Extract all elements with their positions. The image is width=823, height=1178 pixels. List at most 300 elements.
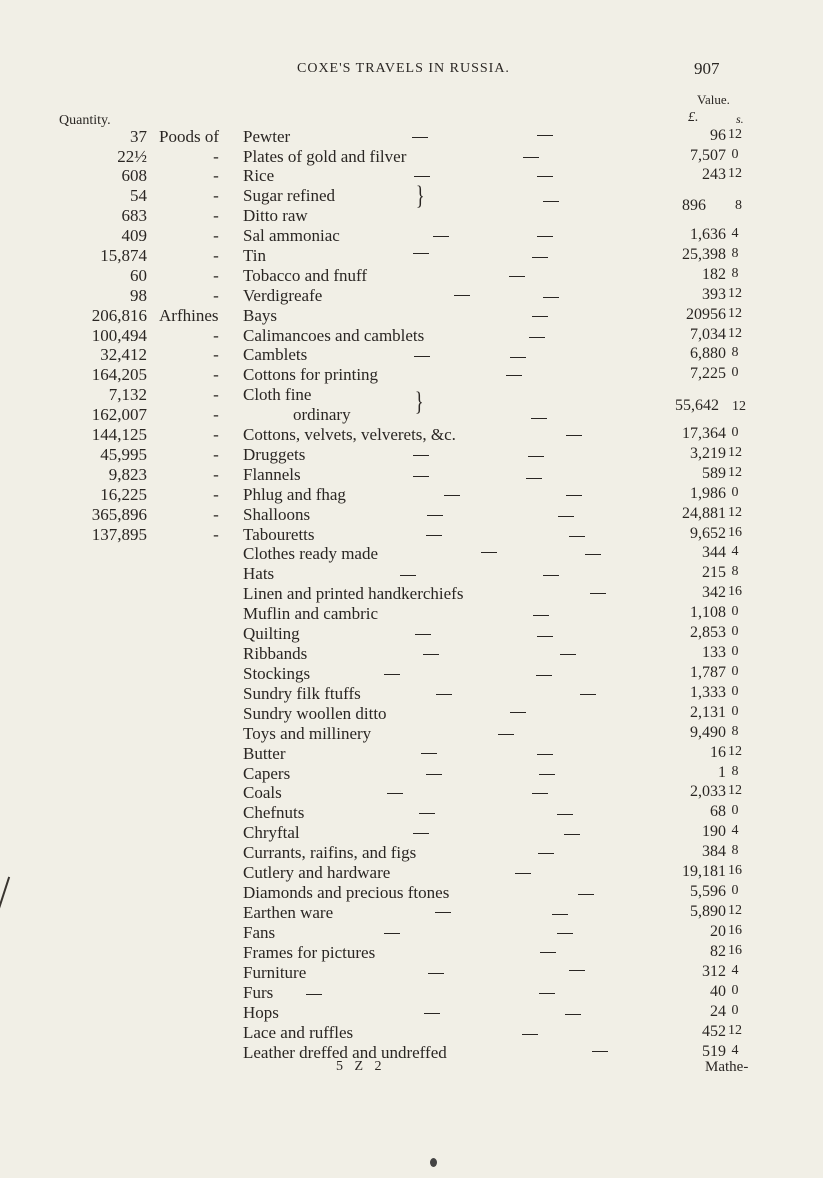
pounds-column-heading: £. <box>688 110 699 125</box>
item-cell: Frames for pictures <box>243 943 376 962</box>
pounds-cell: 7,507 <box>690 147 726 164</box>
group-total-pounds: 55,642 <box>675 397 719 414</box>
item-cell: Lace and ruffles <box>243 1023 354 1042</box>
leader-dash <box>421 753 437 754</box>
item-cell: Phlug and fhag <box>243 485 346 504</box>
table-row <box>0 544 823 564</box>
shillings-cell: 0 <box>731 425 739 440</box>
shillings-cell: 8 <box>731 724 739 739</box>
leader-dash <box>536 675 552 676</box>
item-cell: Capers <box>243 764 291 783</box>
shillings-cell: 0 <box>731 664 739 679</box>
shillings-cell: 12 <box>728 1023 742 1038</box>
leader-dash <box>592 1051 608 1052</box>
unit-cell: - <box>213 206 219 225</box>
item-cell: Currants, raifins, and figs <box>243 843 417 862</box>
pounds-cell: 215 <box>702 564 726 581</box>
quantity-cell: 608 <box>121 166 147 185</box>
leader-dash <box>414 176 430 177</box>
table-row <box>0 943 823 963</box>
unit-cell: - <box>213 186 219 205</box>
unit-cell: - <box>213 385 219 404</box>
unit-cell: - <box>213 286 219 305</box>
leader-dash <box>537 236 553 237</box>
leader-dash <box>585 554 601 555</box>
unit-cell: - <box>213 465 219 484</box>
pounds-cell: 589 <box>702 465 726 482</box>
table-row <box>0 505 823 525</box>
leader-dash <box>526 478 542 479</box>
table-row <box>0 664 823 684</box>
pounds-cell: 344 <box>702 544 726 561</box>
leader-dash <box>427 515 443 516</box>
item-cell: Cottons for printing <box>243 365 379 384</box>
item-cell: Cutlery and hardware <box>243 863 391 882</box>
leader-dash <box>384 674 400 675</box>
leader-dash <box>540 952 556 953</box>
table-row <box>0 147 823 167</box>
pounds-cell: 1 <box>718 764 726 781</box>
table-row <box>0 803 823 823</box>
leader-dash <box>539 774 555 775</box>
pounds-cell: 25,398 <box>682 246 726 263</box>
pounds-cell: 16 <box>710 744 726 761</box>
unit-cell: - <box>213 246 219 265</box>
leader-dash <box>566 495 582 496</box>
pounds-cell: 1,636 <box>690 226 726 243</box>
leader-dash <box>413 253 429 254</box>
shillings-cell: 12 <box>728 326 742 341</box>
shillings-cell: 16 <box>728 525 742 540</box>
pounds-cell: 17,364 <box>682 425 726 442</box>
table-row <box>0 465 823 485</box>
item-cell: Coals <box>243 783 282 802</box>
shillings-cell: 8 <box>731 246 739 261</box>
leader-dash <box>537 176 553 177</box>
item-cell: Cottons, velvets, velverets, &c. <box>243 425 456 444</box>
table-row <box>0 1023 823 1043</box>
shillings-cell: 0 <box>731 1003 739 1018</box>
item-cell: Druggets <box>243 445 306 464</box>
leader-dash <box>557 814 573 815</box>
table-row <box>0 963 823 983</box>
item-cell: Clothes ready made <box>243 544 379 563</box>
table-row <box>0 843 823 863</box>
leader-dash <box>539 993 555 994</box>
signature-mark: 5 Z 2 <box>336 1059 386 1074</box>
pounds-cell: 7,225 <box>690 365 726 382</box>
table-row <box>0 326 823 346</box>
table-row <box>0 445 823 465</box>
shillings-cell: 12 <box>728 783 742 798</box>
leader-dash <box>569 536 585 537</box>
quantity-cell: 162,007 <box>91 405 147 424</box>
unit-cell: - <box>213 425 219 444</box>
unit-cell: - <box>213 326 219 345</box>
shillings-cell: 16 <box>728 863 742 878</box>
running-title: COXE'S TRAVELS IN RUSSIA. <box>297 61 510 76</box>
shillings-cell: 0 <box>731 883 739 898</box>
unit-cell: - <box>213 505 219 524</box>
item-cell: Furs <box>243 983 274 1002</box>
table-row <box>0 286 823 306</box>
table-row <box>0 764 823 784</box>
shillings-cell: 0 <box>731 485 739 500</box>
leader-dash <box>510 357 526 358</box>
table-row <box>0 584 823 604</box>
leader-dash <box>481 552 497 553</box>
table-row <box>0 684 823 704</box>
shillings-cell: 12 <box>728 505 742 520</box>
item-cell: Hats <box>243 564 275 583</box>
table-row <box>0 724 823 744</box>
pounds-cell: 393 <box>702 286 726 303</box>
leader-dash <box>558 516 574 517</box>
leader-dash <box>578 894 594 895</box>
pounds-cell: 1,108 <box>690 604 726 621</box>
pounds-cell: 5,596 <box>690 883 726 900</box>
quantity-cell: 137,895 <box>91 525 147 544</box>
leader-dash <box>564 834 580 835</box>
item-cell: Furniture <box>243 963 307 982</box>
pounds-cell: 519 <box>702 1043 726 1060</box>
pounds-cell: 3,219 <box>690 445 726 462</box>
shillings-cell: 4 <box>731 544 739 559</box>
shillings-cell: 4 <box>731 963 739 978</box>
leader-dash <box>533 615 549 616</box>
quantity-cell: 45,995 <box>100 445 147 464</box>
group-total-pounds: 896 <box>682 197 706 214</box>
leader-dash <box>414 356 430 357</box>
unit-cell: - <box>213 365 219 384</box>
table-row <box>0 704 823 724</box>
leader-dash <box>552 914 568 915</box>
table-row <box>0 266 823 286</box>
leader-dash <box>538 853 554 854</box>
leader-dash <box>444 495 460 496</box>
shillings-cell: 16 <box>728 584 742 599</box>
pounds-cell: 312 <box>702 963 726 980</box>
table-row <box>0 365 823 385</box>
pounds-cell: 2,033 <box>690 783 726 800</box>
pounds-cell: 40 <box>710 983 726 1000</box>
table-row <box>0 604 823 624</box>
item-cell: Stockings <box>243 664 311 683</box>
leader-dash <box>306 994 322 995</box>
leader-dash <box>387 793 403 794</box>
shillings-cell: 0 <box>731 147 739 162</box>
leader-dash <box>428 973 444 974</box>
leader-dash <box>565 1014 581 1015</box>
table-row <box>0 883 823 903</box>
quantity-cell: 15,874 <box>100 246 147 265</box>
table-row <box>0 823 823 843</box>
leader-dash <box>506 375 522 376</box>
pounds-cell: 452 <box>702 1023 726 1040</box>
item-cell: Rice <box>243 166 275 185</box>
table-row <box>0 525 823 545</box>
item-cell: Tabouretts <box>243 525 315 544</box>
shillings-cell: 0 <box>731 983 739 998</box>
item-cell: Cloth fine <box>243 385 312 404</box>
table-row <box>0 485 823 505</box>
item-cell: Flannels <box>243 465 301 484</box>
table-row <box>0 903 823 923</box>
leader-dash <box>523 157 539 158</box>
brace-cloth: } <box>414 387 424 416</box>
unit-cell: - <box>213 266 219 285</box>
pounds-cell: 19,181 <box>682 863 726 880</box>
item-cell: Muflin and cambric <box>243 604 379 623</box>
item-cell: Chefnuts <box>243 803 305 822</box>
leader-dash <box>569 970 585 971</box>
leader-dash <box>510 712 526 713</box>
unit-cell: - <box>213 445 219 464</box>
table-row <box>0 1043 823 1063</box>
pounds-cell: 68 <box>710 803 726 820</box>
pounds-cell: 20956 <box>686 306 726 323</box>
item-cell: Calimancoes and camblets <box>243 326 425 345</box>
leader-dash <box>436 694 452 695</box>
page-number: 907 <box>694 59 720 78</box>
pounds-cell: 1,787 <box>690 664 726 681</box>
shillings-cell: 16 <box>728 943 742 958</box>
leader-dash <box>537 754 553 755</box>
leader-dash <box>543 201 559 202</box>
table-row <box>0 744 823 764</box>
shillings-cell: 12 <box>728 286 742 301</box>
leader-dash <box>543 575 559 576</box>
pounds-cell: 1,986 <box>690 485 726 502</box>
item-cell: Leather dreffed and undreffed <box>243 1043 447 1062</box>
group-total-shillings: 8 <box>735 198 742 213</box>
leader-dash <box>426 774 442 775</box>
table-row <box>0 863 823 883</box>
leader-dash <box>400 575 416 576</box>
leader-dash <box>528 456 544 457</box>
leader-dash <box>515 873 531 874</box>
pounds-cell: 182 <box>702 266 726 283</box>
pounds-cell: 133 <box>702 644 726 661</box>
leader-dash <box>532 793 548 794</box>
leader-dash <box>413 833 429 834</box>
table-row <box>0 425 823 445</box>
pounds-cell: 2,131 <box>690 704 726 721</box>
item-cell: Sugar refined <box>243 186 336 205</box>
item-cell: Plates of gold and filver <box>243 147 407 166</box>
shillings-cell: 12 <box>728 744 742 759</box>
pounds-cell: 24,881 <box>682 505 726 522</box>
table-row <box>0 783 823 803</box>
shillings-cell: 4 <box>731 1043 739 1058</box>
shillings-cell: 0 <box>731 644 739 659</box>
value-column-heading: Value. <box>697 92 730 107</box>
table-row <box>0 923 823 943</box>
table-row <box>0 345 823 365</box>
pounds-cell: 2,853 <box>690 624 726 641</box>
item-cell: Linen and printed handkerchiefs <box>243 584 464 603</box>
item-cell: Butter <box>243 744 286 763</box>
quantity-cell: 16,225 <box>100 485 147 504</box>
leader-dash <box>590 593 606 594</box>
pounds-cell: 1,333 <box>690 684 726 701</box>
unit-cell: - <box>213 147 219 166</box>
table-row <box>0 226 823 246</box>
quantity-cell: 365,896 <box>91 505 147 524</box>
shillings-cell: 8 <box>731 764 739 779</box>
shillings-cell: 12 <box>728 306 742 321</box>
unit-cell: - <box>213 226 219 245</box>
table-row <box>0 644 823 664</box>
shillings-cell: 0 <box>731 684 739 699</box>
shillings-cell: 0 <box>731 624 739 639</box>
leader-dash <box>537 636 553 637</box>
unit-cell: - <box>213 345 219 364</box>
quantity-cell: 32,412 <box>100 345 147 364</box>
pounds-cell: 384 <box>702 843 726 860</box>
item-cell: Hops <box>243 1003 279 1022</box>
item-cell: Sal ammoniac <box>243 226 340 245</box>
quantity-cell: 683 <box>121 206 147 225</box>
leader-dash <box>419 813 435 814</box>
unit-cell: Poods of <box>159 127 219 146</box>
pounds-cell: 243 <box>702 166 726 183</box>
pounds-cell: 96 <box>710 127 726 144</box>
item-cell: Ribbands <box>243 644 308 663</box>
leader-dash <box>415 634 431 635</box>
item-cell: Fans <box>243 923 276 942</box>
group-total-shillings: 12 <box>732 399 746 414</box>
item-cell: Chryftal <box>243 823 300 842</box>
leader-dash <box>426 535 442 536</box>
shillings-cell: 8 <box>731 345 739 360</box>
item-cell: Verdigreafe <box>243 286 323 305</box>
unit-cell: - <box>213 166 219 185</box>
table-row <box>0 306 823 326</box>
leader-dash <box>560 654 576 655</box>
leader-dash <box>522 1034 538 1035</box>
pounds-cell: 5,890 <box>690 903 726 920</box>
table-row <box>0 564 823 584</box>
leader-dash <box>532 316 548 317</box>
leader-dash <box>509 276 525 277</box>
quantity-cell: 144,125 <box>91 425 147 444</box>
shillings-cell: 12 <box>728 166 742 181</box>
pounds-cell: 9,490 <box>690 724 726 741</box>
quantity-cell: 60 <box>130 266 147 285</box>
catchword: Mathe- <box>705 1059 749 1075</box>
pounds-cell: 342 <box>702 584 726 601</box>
pounds-cell: 24 <box>710 1003 726 1020</box>
shillings-column-heading: s. <box>736 112 744 126</box>
quantity-cell: 98 <box>130 286 147 305</box>
unit-cell: - <box>213 405 219 424</box>
leader-dash <box>543 297 559 298</box>
shillings-cell: 4 <box>731 823 739 838</box>
quantity-cell: 164,205 <box>91 365 147 384</box>
leader-dash <box>580 694 596 695</box>
quantity-cell: 100,494 <box>91 326 147 345</box>
brace-sugar: } <box>415 181 425 210</box>
table-row <box>0 166 823 186</box>
table-row <box>0 1003 823 1023</box>
shillings-cell: 4 <box>731 226 739 241</box>
item-cell: Ditto raw <box>243 206 308 225</box>
pounds-cell: 6,880 <box>690 345 726 362</box>
leader-dash <box>433 236 449 237</box>
leader-dash <box>566 435 582 436</box>
unit-cell: - <box>213 525 219 544</box>
ink-dot <box>430 1158 437 1167</box>
shillings-cell: 8 <box>731 564 739 579</box>
leader-dash <box>384 933 400 934</box>
leader-dash <box>413 476 429 477</box>
shillings-cell: 12 <box>728 445 742 460</box>
quantity-cell: 409 <box>121 226 147 245</box>
leader-dash <box>532 257 548 258</box>
page-header <box>0 61 823 85</box>
item-cell: Bays <box>243 306 277 325</box>
leader-dash <box>531 418 547 419</box>
quantity-cell: 54 <box>130 186 147 205</box>
shillings-cell: 0 <box>731 704 739 719</box>
item-cell: Diamonds and precious ftones <box>243 883 450 902</box>
pounds-cell: 82 <box>710 943 726 960</box>
leader-dash <box>557 933 573 934</box>
shillings-cell: 12 <box>728 127 742 142</box>
table-row <box>0 246 823 266</box>
pounds-cell: 190 <box>702 823 726 840</box>
shillings-cell: 8 <box>731 266 739 281</box>
item-cell: Tobacco and fnuff <box>243 266 368 285</box>
item-cell: Camblets <box>243 345 308 364</box>
table-row <box>0 127 823 147</box>
leader-dash <box>423 654 439 655</box>
leader-dash <box>529 337 545 338</box>
shillings-cell: 0 <box>731 365 739 380</box>
item-cell: Tin <box>243 246 267 265</box>
table-row <box>0 624 823 644</box>
shillings-cell: 0 <box>731 803 739 818</box>
shillings-cell: 16 <box>728 923 742 938</box>
item-cell: Earthen ware <box>243 903 334 922</box>
pounds-cell: 20 <box>710 923 726 940</box>
item-cell: ordinary <box>293 405 351 424</box>
quantity-cell: 9,823 <box>108 465 147 484</box>
leader-dash <box>435 912 451 913</box>
shillings-cell: 0 <box>731 604 739 619</box>
shillings-cell: 8 <box>731 843 739 858</box>
shillings-cell: 12 <box>728 465 742 480</box>
leader-dash <box>424 1013 440 1014</box>
table-row <box>0 983 823 1003</box>
item-cell: Pewter <box>243 127 291 146</box>
item-cell: Sundry filk ftuffs <box>243 684 361 703</box>
pounds-cell: 9,652 <box>690 525 726 542</box>
leader-dash <box>498 734 514 735</box>
pounds-cell: 7,034 <box>690 326 726 343</box>
quantity-cell: 7,132 <box>108 385 147 404</box>
quantity-cell: 37 <box>130 127 147 146</box>
item-cell: Toys and millinery <box>243 724 372 743</box>
item-cell: Shalloons <box>243 505 311 524</box>
leader-dash <box>413 455 429 456</box>
quantity-cell: 22½ <box>117 147 147 166</box>
unit-cell: - <box>213 485 219 504</box>
item-cell: Quilting <box>243 624 300 643</box>
shillings-cell: 12 <box>728 903 742 918</box>
quantity-column-heading: Quantity. <box>59 113 111 128</box>
